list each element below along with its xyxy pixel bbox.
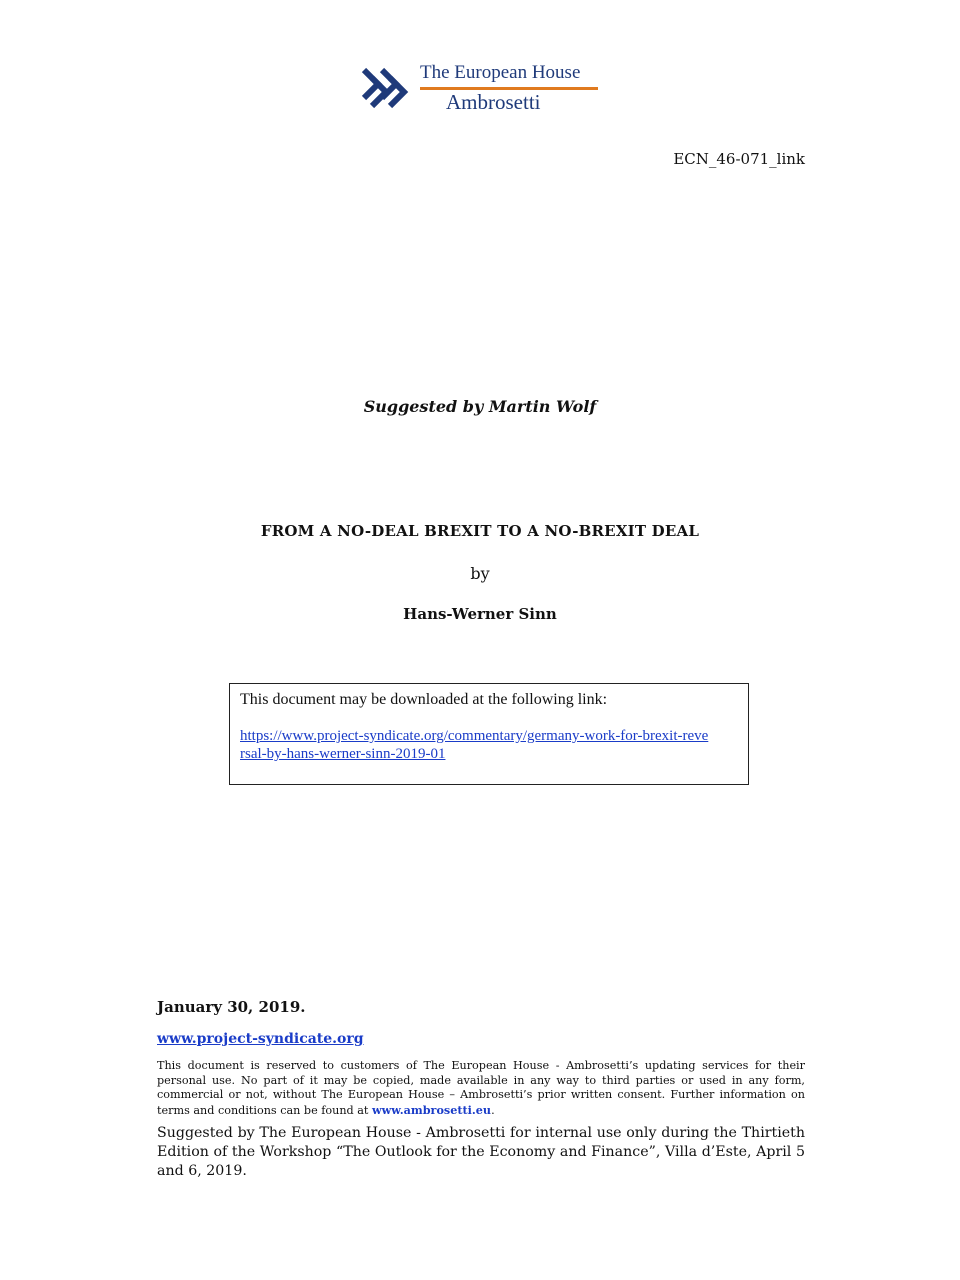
ambrosetti-site-link[interactable]: www.ambrosetti.eu <box>371 1102 492 1117</box>
document-title: FROM A NO-DEAL BREXIT TO A NO-BREXIT DEAL <box>260 522 700 540</box>
copyright-notice <box>157 1059 805 1118</box>
byline-by: by <box>470 564 490 583</box>
notice-text: This document is reserved to customers of The European House - Ambrosetti’s updating services for their personal use. No part of it may be copied, made available in any way to third parties or used in any form, commercial or not, without The European House – Ambrosetti’s prior written consent. Further information on terms and conditions can be found at <box>157 1059 805 1117</box>
download-intro: This document may be downloaded at the following link: <box>240 691 608 708</box>
footer <box>157 998 805 1181</box>
source-site-link[interactable]: www.project-syndicate.org <box>157 1031 364 1047</box>
ambrosetti-logo-icon <box>360 64 412 112</box>
download-link-box <box>229 683 749 785</box>
download-link[interactable]: https://www.project-syndicate.org/commentary/germany-work-for-brexit-reversal-by-hans-werner-sinn-2019-01 <box>240 728 709 762</box>
publication-date: January 30, 2019. <box>157 998 306 1016</box>
logo-text-line2: Ambrosetti <box>446 90 541 114</box>
suggested-by: Suggested by Martin Wolf <box>363 397 597 416</box>
document-code: ECN_46-071_link <box>673 150 805 168</box>
notice-end: . <box>491 1103 495 1117</box>
author-name: Hans-Werner Sinn <box>403 605 557 623</box>
logo-text-line1: The European House <box>420 62 581 83</box>
workshop-note: Suggested by The European House - Ambrosetti for internal use only during the Thirtieth Edition of the Workshop “The Outlook for the Economy and Finance”, Villa d’Este, April 5 and 6, 2019. <box>157 1125 805 1179</box>
company-logo <box>360 62 600 116</box>
